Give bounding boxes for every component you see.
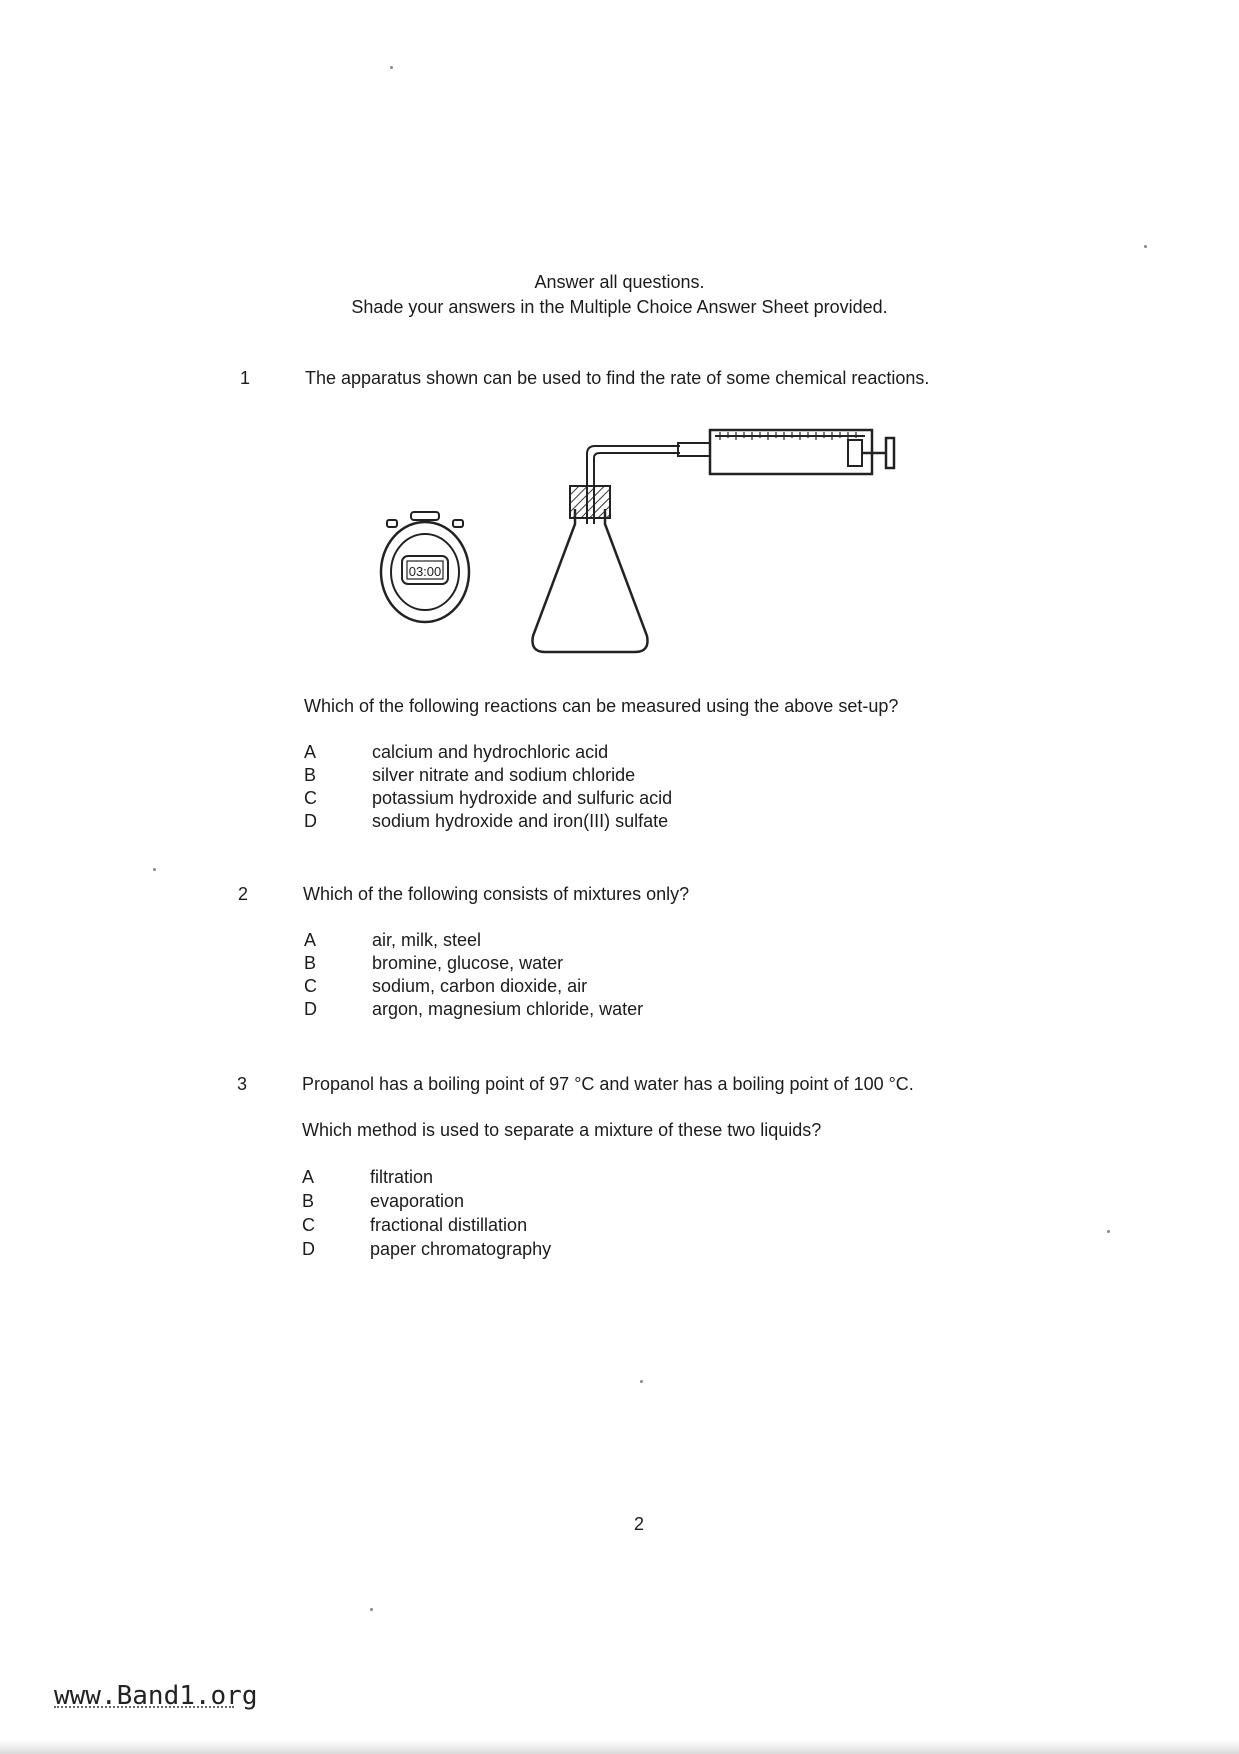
- option-text: silver nitrate and sodium chloride: [372, 765, 636, 785]
- question-2-number: 2: [238, 884, 249, 904]
- option-letter: A: [304, 930, 317, 950]
- option-text: evaporation: [370, 1191, 465, 1211]
- stopwatch-display: 03:00: [408, 564, 442, 579]
- option-letter: D: [304, 999, 317, 1019]
- option-letter: A: [304, 742, 317, 762]
- option-text: calcium and hydrochloric acid: [372, 742, 609, 762]
- stopwatch-illustration: [375, 510, 475, 626]
- option-letter: C: [302, 1215, 315, 1235]
- option-letter: B: [304, 765, 317, 785]
- option-text: sodium, carbon dioxide, air: [372, 976, 588, 996]
- option-text: filtration: [370, 1167, 434, 1187]
- option-text: potassium hydroxide and sulfuric acid: [372, 788, 673, 808]
- option-letter: C: [304, 788, 317, 808]
- question-1-prompt: Which of the following reactions can be measured using the above set-up?: [304, 696, 899, 716]
- instruction-line-1: Answer all questions.: [534, 272, 705, 292]
- option-letter: C: [304, 976, 317, 996]
- conical-flask: [533, 509, 648, 652]
- rubber-bung: [570, 486, 610, 518]
- instruction-line-2: Shade your answers in the Multiple Choice Answer Sheet provided.: [351, 297, 888, 317]
- question-3-number: 3: [237, 1074, 248, 1094]
- option-text: paper chromatography: [370, 1239, 552, 1259]
- option-letter: D: [302, 1239, 315, 1259]
- scan-speck: [1107, 1230, 1110, 1233]
- footer-scan-artifact: [54, 1706, 234, 1714]
- option-letter: D: [304, 811, 317, 831]
- option-text: fractional distillation: [370, 1215, 528, 1235]
- option-letter: B: [304, 953, 317, 973]
- scan-speck: [390, 66, 393, 69]
- question-3-text: Propanol has a boiling point of 97 °C and water has a boiling point of 100 °C.: [302, 1074, 914, 1094]
- option-letter: B: [302, 1191, 315, 1211]
- scan-speck: [370, 1608, 373, 1611]
- footer-watermark: www.Band1.org: [54, 1681, 258, 1711]
- question-1-number: 1: [240, 368, 251, 388]
- scan-speck: [640, 1380, 643, 1383]
- question-1-text: The apparatus shown can be used to find the rate of some chemical reactions.: [305, 368, 930, 388]
- scan-bottom-edge: [0, 1740, 1239, 1754]
- option-text: air, milk, steel: [372, 930, 482, 950]
- scan-speck: [153, 868, 156, 871]
- scan-speck: [1144, 245, 1147, 248]
- question-3-prompt: Which method is used to separate a mixture of these two liquids?: [302, 1120, 822, 1140]
- option-text: bromine, glucose, water: [372, 953, 564, 973]
- option-text: argon, magnesium chloride, water: [372, 999, 644, 1019]
- option-letter: A: [302, 1167, 315, 1187]
- question-2-text: Which of the following consists of mixtures only?: [303, 884, 690, 904]
- option-text: sodium hydroxide and iron(III) sulfate: [372, 811, 669, 831]
- page-number: 2: [633, 1514, 644, 1534]
- flask-and-gas-syringe-illustration: [530, 424, 910, 660]
